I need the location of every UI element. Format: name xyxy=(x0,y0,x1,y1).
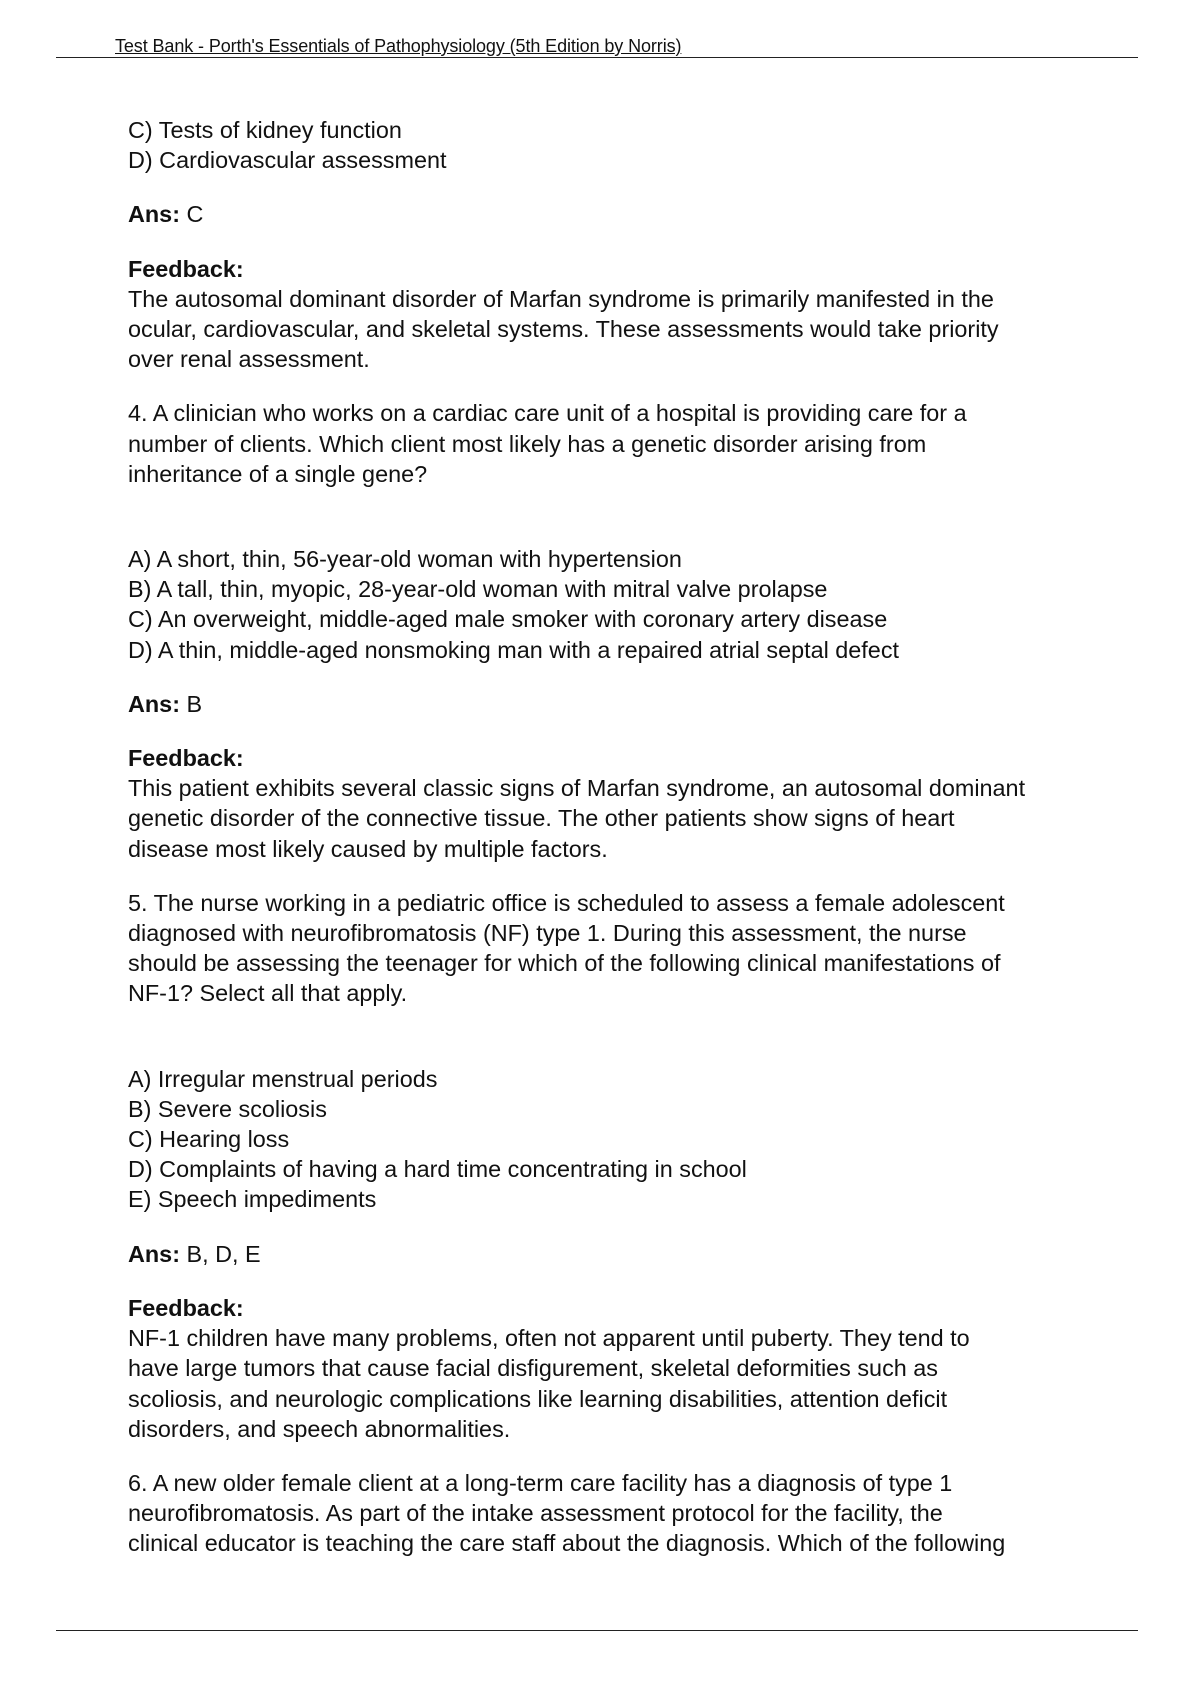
q4-stem-line: 4. A clinician who works on a cardiac care unit of a hospital is providing care for a xyxy=(128,400,967,427)
q3-options xyxy=(128,115,1128,175)
q4-options xyxy=(128,544,1128,665)
q6-stem xyxy=(128,1468,1128,1559)
q4-stem-line: inheritance of a single gene? xyxy=(128,460,428,487)
q3-feedback xyxy=(128,254,1128,375)
q3-feedback-line: over renal assessment. xyxy=(128,346,370,373)
q4-answer-value: B xyxy=(186,690,203,717)
q5-options xyxy=(128,1064,1128,1215)
q3-option-c: C) Tests of kidney function xyxy=(128,117,402,143)
q4-feedback-line: genetic disorder of the connective tissue. The other patients show signs of heart xyxy=(128,805,955,832)
q5-feedback xyxy=(128,1293,1128,1444)
q5-stem-line: 5. The nurse working in a pediatric office is scheduled to assess a female adolescent xyxy=(128,889,1005,916)
answer-label: Ans: xyxy=(128,201,180,228)
q4-option-d: D) A thin, middle-aged nonsmoking man with a repaired atrial septal defect xyxy=(128,636,900,663)
q6-stem-line: 6. A new older female client at a long-term care facility has a diagnosis of type 1 xyxy=(128,1469,953,1496)
q5-option-a: A) Irregular menstrual periods xyxy=(128,1065,438,1092)
q5-answer xyxy=(128,1239,1128,1269)
q5-stem-line: should be assessing the teenager for which of the following clinical manifestations of xyxy=(128,950,1001,977)
q4-option-a: A) A short, thin, 56-year-old woman with hypertension xyxy=(128,546,682,573)
q6-stem-line: neurofibromatosis. As part of the intake assessment protocol for the facility, the xyxy=(128,1500,943,1527)
q4-stem-line: number of clients. Which client most likely has a genetic disorder arising from xyxy=(128,430,927,457)
footer-rule xyxy=(56,1630,1138,1631)
q5-answer-value: B, D, E xyxy=(186,1240,261,1267)
q5-stem-line: diagnosed with neurofibromatosis (NF) type 1. During this assessment, the nurse xyxy=(128,920,967,947)
page-content xyxy=(128,115,1128,1559)
q4-feedback-line: disease most likely caused by multiple factors. xyxy=(128,835,608,862)
q4-feedback-line: This patient exhibits several classic signs of Marfan syndrome, an autosomal dominant xyxy=(128,775,1026,802)
q4-stem xyxy=(128,398,1128,489)
feedback-label: Feedback: xyxy=(128,255,244,282)
q3-answer xyxy=(128,199,1128,229)
q6-stem-line: clinical educator is teaching the care staff about the diagnosis. Which of the following xyxy=(128,1530,1006,1557)
q5-feedback-line: disorders, and speech abnormalities. xyxy=(128,1415,511,1442)
q5-option-e: E) Speech impediments xyxy=(128,1186,377,1213)
feedback-label: Feedback: xyxy=(128,745,244,772)
q5-feedback-line: scoliosis, and neurologic complications like learning disabilities, attention deficit xyxy=(128,1385,948,1412)
q4-feedback xyxy=(128,743,1128,864)
answer-label: Ans: xyxy=(128,690,180,717)
q4-answer xyxy=(128,689,1128,719)
q5-feedback-line: NF-1 children have many problems, often not apparent until puberty. They tend to xyxy=(128,1325,970,1352)
running-header: Test Bank - Porth's Essentials of Pathophysiology (5th Edition by Norris) xyxy=(115,36,682,56)
q3-feedback-line: The autosomal dominant disorder of Marfan syndrome is primarily manifested in the xyxy=(128,285,994,312)
answer-label: Ans: xyxy=(128,1240,180,1267)
q3-option-d: D) Cardiovascular assessment xyxy=(128,147,447,174)
q5-feedback-line: have large tumors that cause facial disfigurement, skeletal deformities such as xyxy=(128,1355,938,1382)
q5-option-d: D) Complaints of having a hard time concentrating in school xyxy=(128,1156,747,1183)
q3-answer-value: C xyxy=(186,201,204,228)
q5-stem-line: NF-1? Select all that apply. xyxy=(128,980,408,1007)
q4-option-b: B) A tall, thin, myopic, 28-year-old woman with mitral valve prolapse xyxy=(128,576,828,603)
feedback-label: Feedback: xyxy=(128,1294,244,1321)
q5-stem xyxy=(128,888,1128,1009)
q5-option-c: C) Hearing loss xyxy=(128,1126,290,1153)
q4-option-c: C) An overweight, middle-aged male smoker with coronary artery disease xyxy=(128,606,888,633)
q3-feedback-line: ocular, cardiovascular, and skeletal systems. These assessments would take priority xyxy=(128,316,999,343)
header-rule xyxy=(56,57,1138,58)
q5-option-b: B) Severe scoliosis xyxy=(128,1095,327,1122)
